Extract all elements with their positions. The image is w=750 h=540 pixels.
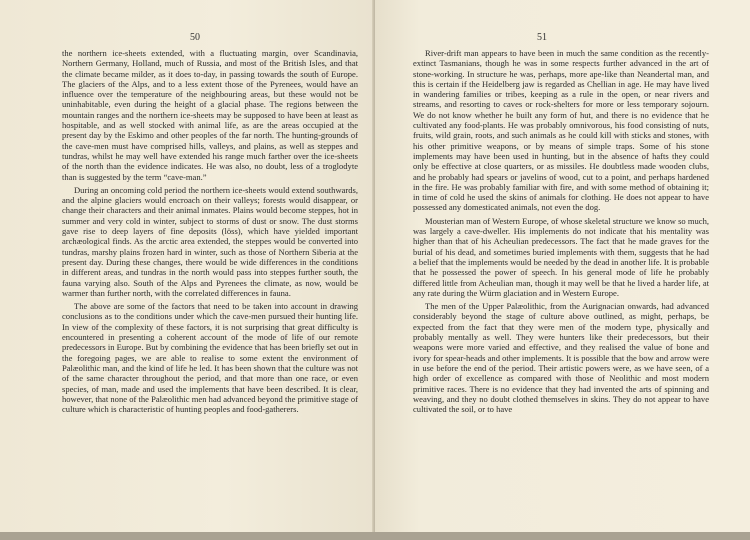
paragraph: During an oncoming cold period the northern ice-sheets would extend southwards, and the alpine glaciers would encroach on their valleys; forests would disappear, or change their characters and their animal inmates. Plains would become steppes, hot in summer and very cold in winter, subject to storms of dust or snow. The dust storms gave rise to deep layers of fine deposits (löss), which have yielded important archæological finds. As the arctic area extended, the steppes would be converted into tundras, marshy plains frozen hard in winter, such as those of Northern Siberia at the present day. During these changes, there would be wide differences in the conditions in different areas, and tundras in the north would pass into steppes further south, the fauna varying also. South of the Alps and Pyrenees the climate, as now, would be warmer than further north, with the correlated differences in fauna. (62, 184, 358, 298)
page-edge (0, 532, 750, 540)
page-number-right: 51 (537, 32, 547, 43)
page-number-left: 50 (190, 32, 200, 43)
paragraph: River-drift man appears to have been in much the same condition as the recently-extinct Tasmanians, though he was in some respects further advanced in the art of stone-working. In structure he was, perhaps, more ape-like than Neandertal man, and this is certain if the Heidelberg jaw is regarded as Chellian in age. He may have lived in wandering families or tribes, keeping as a rule in the open, or near rivers and streams, and resorting to caves or rock-shelters for more or less temporary sojourn. We do not know whether he built any form of hut, and there is no evidence that he cultivated any food-plants. He was probably omnivorous, his food consisting of nuts, fruits, wild grain, roots, and such animals as he could kill with sticks and stones, with his other primitive weapons, or by means of simple traps. Some of his stone implements may have been used in hunting, but in the absence of hafts they could only be effective at close quarters, or as missiles. He doubtless made wooden clubs, and he probably had spears or javelins of wood, cut to a point, and perhaps hardened in the fire. He was probably familiar with fire, and with some method of obtaining it; in time of cold he used the skins of animals for clothing. He does not appear to have possessed any domesticated animals, not even the dog. (413, 48, 709, 213)
right-page (375, 0, 750, 540)
paragraph: The above are some of the factors that need to be taken into account in drawing conclusions as to the conditions under which the cave-men pursued their hunting life. In view of the complexity of these factors, it is not surprising that great difficulty is encountered in presenting a coherent account of the mode of life of our remote predecessors in Europe. But by combining the evidence that has been briefly set out in the foregoing pages, we are able to realise to some extent the environment of Palæolithic man, and the kind of life he led. It has been shown that the culture was not of the same character throughout the period, and that more than one race, or even species, of man, made and used the implements that have been described. It is clear, however, that none of the Palæolithic men had advanced beyond the primitive stage of culture which is characteristic of hunting peoples and food-gatherers. (62, 301, 358, 415)
left-page-text (62, 48, 358, 417)
paragraph: Mousterian man of Western Europe, of whose skeletal structure we know so much, was largely a cave-dweller. His implements do not indicate that his mentality was higher than that of his Acheulian predecessors. The fact that he made graves for the burial of his dead, and sometimes buried implements with them, suggests that he had a belief that the implements would be needed by the dead in another life. It is probable that he possessed the power of speech. In his general mode of life he probably differed little from Acheulian man, though it may well be that he lived a harder life, at any rate during the Würm glaciation and in Western Europe. (413, 215, 709, 298)
right-page-text (413, 48, 709, 417)
paragraph: the northern ice-sheets extended, with a fluctuating margin, over Scandinavia, Northern Germany, Holland, much of Russia, and most of the British Isles, and that the climate became milder, as it does to-day, in passing towards the south of Europe. The glaciers of the Alps, and to a less extent those of the Pyrenees, would have an influence over the temperature of the neighbouring areas, but these would not be uninhabitable, even during the height of a glacial phase. The regions between the mountain ranges and the northern ice-sheets may be supposed to have been at least as hospitable, and as well stocked with animal life, as are the areas occupied at the present day by the Eskimo and other peoples of the far north. The hunting-grounds of the cave-men must have comprised hills, valleys, and plains, as well as steppes and tundras, whilst he may well have extended his range much farther over the ice-sheets of the north than the evidence indicates. He was also, no doubt, less of a troglodyte than is suggested by the term “cave-man.” (62, 48, 358, 182)
paragraph: The men of the Upper Palæolithic, from the Aurignacian onwards, had advanced considerably beyond the stage of culture above outlined, as might, perhaps, be expected from the fact that they were men of the modern type, physically and probably mentally as well. They were hunters like their predecessors, but their weapons were more varied and effective, and they realised the value of bone and ivory for spear-heads and other implements. It is possible that the bow and arrow were in use before the end of the period. Their artistic powers were, as we have seen, of a high order of excellence as compared with those of Neolithic and most modern primitive races. There is no evidence that they had invented the arts of spinning and weaving, and they no doubt clothed themselves in skins. They do not appear to have cultivated the soil, or to have (413, 301, 709, 415)
